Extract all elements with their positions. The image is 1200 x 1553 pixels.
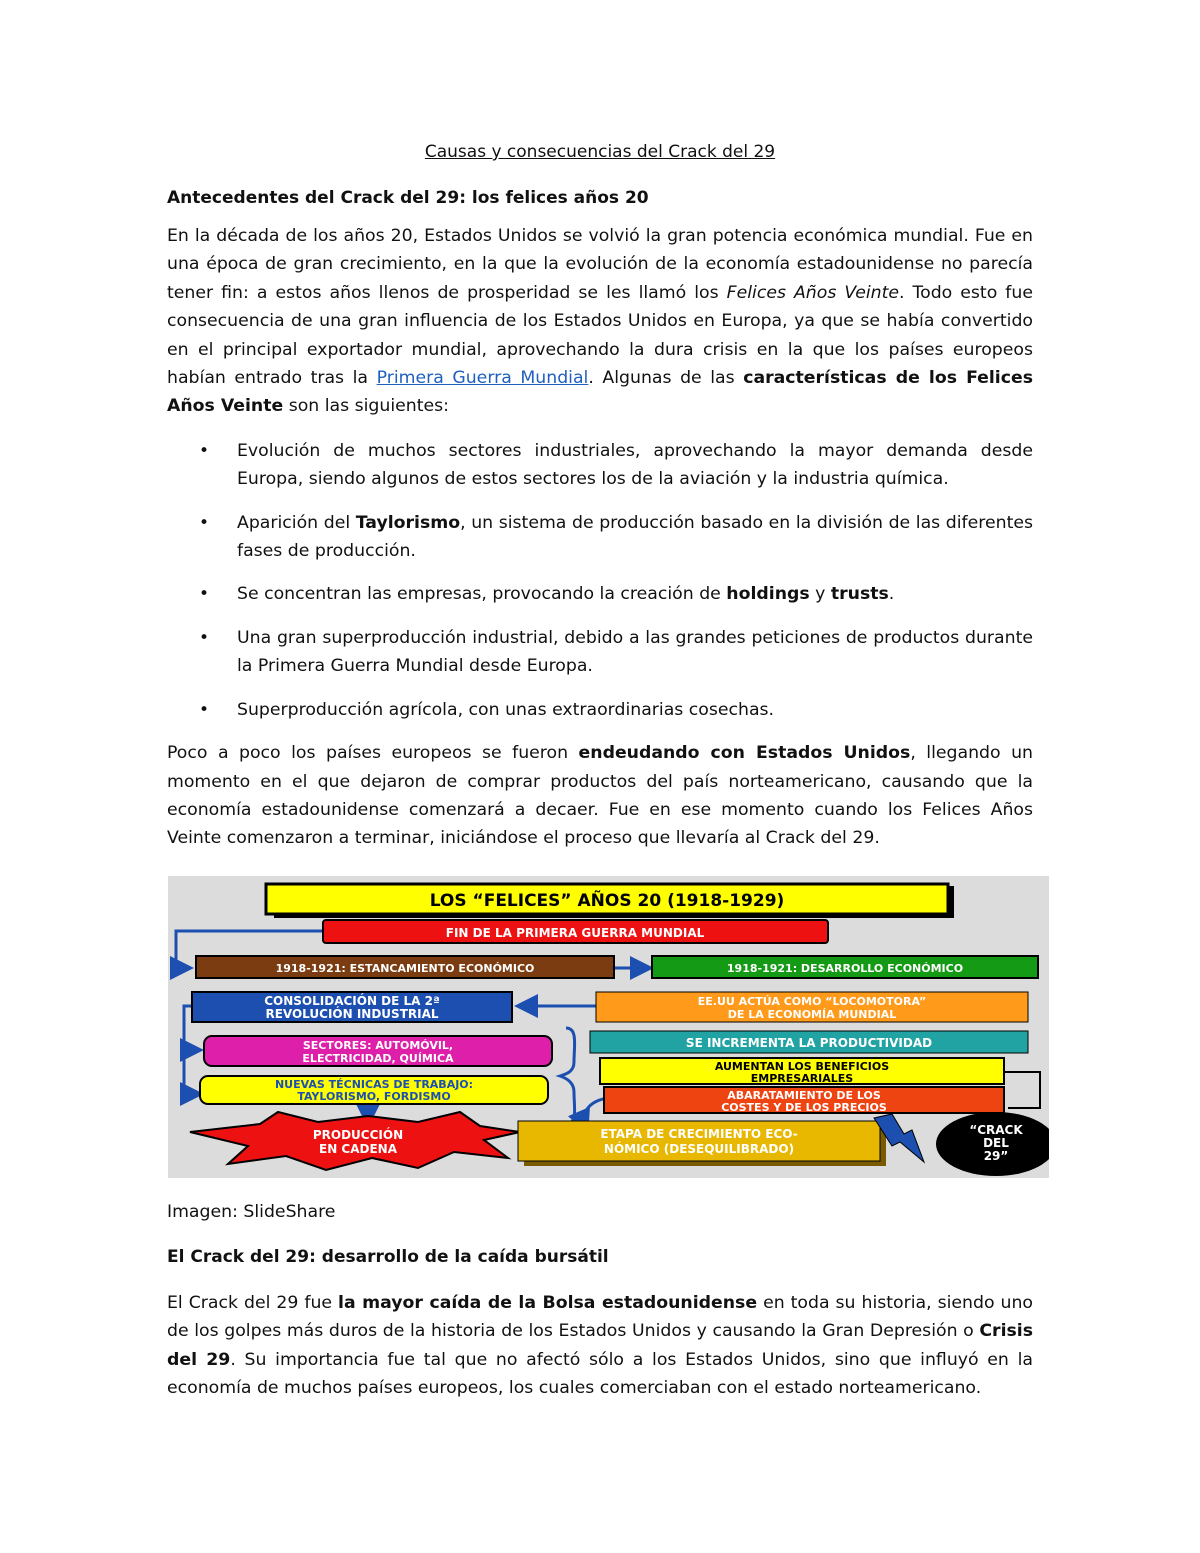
text-tecnicas-2: TAYLORISMO, FORDISMO	[297, 1090, 451, 1103]
bold-term: características de los Felices Años Veinte	[167, 368, 1033, 417]
text-crack-1: “CRACK	[969, 1123, 1023, 1137]
text-abaratamiento-1: ABARATAMIENTO DE LOS	[727, 1089, 881, 1102]
text-run: Superproducción agrícola, con unas extraordinarias cosechas.	[237, 699, 775, 720]
text-etapa-1: ETAPA DE CRECIMIENTO ECO-	[600, 1127, 798, 1141]
bold-term: Crisis del 29	[167, 1321, 1033, 1370]
bullet-icon: •	[199, 699, 210, 720]
link-primera-guerra-mundial[interactable]: Primera Guerra Mundial	[376, 368, 589, 389]
text-abaratamiento-2: COSTES Y DE LOS PRECIOS	[721, 1101, 887, 1114]
paragraph-crack	[167, 1289, 1033, 1403]
document-title: Causas y consecuencias del Crack del 29	[424, 142, 776, 162]
bullet-list	[167, 437, 1033, 724]
list-item	[167, 509, 1033, 566]
bold-term: la mayor caída de la Bolsa estadounidense	[338, 1293, 758, 1313]
text-estancamiento: 1918-1921: ESTANCAMIENTO ECONÓMICO	[275, 962, 535, 975]
text-run: Una gran superproducción industrial, debido a las grandes peticiones de productos durante la Primera Guerra Mundial desde Europa.	[237, 627, 1033, 677]
bold-term: Taylorismo	[355, 512, 461, 533]
text-sectores-1: SECTORES: AUTOMÓVIL,	[302, 1039, 454, 1052]
italic-term: Felices Años Veinte	[726, 282, 899, 303]
text-run: . Todo esto fue consecuencia de una gran influencia de los Estados Unidos en Europa, ya que se había convertido en el principal exportador mundial, aprovechando la dura crisis en la que los países europeos habían entrado tras la	[167, 282, 1033, 389]
text-tecnicas-1: NUEVAS TÉCNICAS DE TRABAJO:	[274, 1078, 474, 1091]
document-section-2	[167, 1245, 1033, 1403]
text-run: y	[809, 584, 831, 605]
text-run: En la década de los años 20, Estados Unidos se volvió la gran potencia económica mundial. Fue en una época de gran crecimiento, en la que la evolución de la economía estadounidense no parecía tener fin: a estos años llenos de prosperidad se les llamó los	[167, 226, 1033, 303]
text-run: . Algunas de las	[588, 368, 744, 389]
text-beneficios-2: EMPRESARIALES	[750, 1072, 854, 1085]
bold-term: endeudando con Estados Unidos	[578, 743, 911, 764]
header-text: LOS “FELICES” AÑOS 20 (1918-1929)	[429, 891, 785, 911]
bullet-icon: •	[199, 440, 210, 461]
diagram-svg	[168, 876, 1049, 1178]
text-productividad: SE INCREMENTA LA PRODUCTIVIDAD	[685, 1036, 933, 1050]
text-crack-3: 29”	[983, 1149, 1009, 1163]
text-produccion-1: PRODUCCIÓN	[312, 1128, 404, 1142]
text-run: son las siguientes:	[283, 396, 449, 417]
text-beneficios-1: AUMENTAN LOS BENEFICIOS	[714, 1060, 890, 1073]
bullet-icon: •	[199, 627, 210, 648]
text-run: .	[888, 584, 895, 605]
text-etapa-2: NÓMICO (DESEQUILIBRADO)	[603, 1142, 795, 1156]
text-run: . Su importancia fue tal que no afectó sólo a los Estados Unidos, sino que influyó en la economía de muchos países europeos, los cuales comerciaban con el estado norteamericano.	[167, 1349, 1033, 1399]
text-run: Evolución de muchos sectores industriales, aprovechando la mayor demanda desde Europa, siendo algunos de estos sectores los de la aviación y la industria química.	[237, 440, 1033, 490]
text-locomotora-2: DE LA ECONOMÍA MUNDIAL	[727, 1008, 897, 1021]
list-item	[167, 580, 1033, 608]
text-run: Se concentran las empresas, provocando la creación de	[237, 584, 727, 605]
list-item	[167, 437, 1033, 494]
list-item	[167, 696, 1033, 724]
text-consolidacion-2: REVOLUCIÓN INDUSTRIAL	[265, 1007, 439, 1021]
text-sectores-2: ELECTRICIDAD, QUÍMICA	[302, 1052, 454, 1065]
brace-icon	[560, 1028, 575, 1124]
text-run: en toda su historia, siendo uno de los golpes más duros de la historia de los Estados Unidos y causando la Gran Depresión o	[167, 1293, 1033, 1342]
connector-line	[1004, 1072, 1040, 1108]
bold-term: trusts	[830, 584, 889, 605]
diagram-felices-anos-20	[168, 876, 1049, 1178]
text-run: Aparición del	[237, 512, 356, 533]
text-run: , llegando un momento en el que dejaron de comprar productos del país norteamericano, causando que la economía estadounidense comenzará a decaer. Fue en ese momento cuando los Felices Años Veinte comenzaron a terminar, iniciándose el proceso que llevaría al Crack del 29.	[167, 743, 1033, 849]
list-item	[167, 624, 1033, 681]
bullet-icon: •	[199, 584, 210, 605]
bold-term: holdings	[726, 584, 810, 605]
section-heading-antecedentes: Antecedentes del Crack del 29: los felices años 20	[167, 188, 649, 208]
text-crack-2: DEL	[983, 1136, 1009, 1150]
document-page	[167, 140, 1033, 853]
text-produccion-2: EN CADENA	[319, 1142, 397, 1156]
text-desarrollo: 1918-1921: DESARROLLO ECONÓMICO	[726, 962, 964, 975]
text-locomotora-1: EE.UU ACTÚA COMO “LOCOMOTORA”	[697, 995, 927, 1008]
text-run: El Crack del 29 fue	[167, 1293, 339, 1313]
text-run: Poco a poco los países europeos se fueron	[167, 743, 579, 764]
text-fin-guerra: FIN DE LA PRIMERA GUERRA MUNDIAL	[445, 926, 705, 940]
paragraph-intro	[167, 222, 1033, 421]
paragraph-endeudamiento	[167, 739, 1033, 853]
text-run: , un sistema de producción basado en la división de las diferentes fases de producción.	[237, 512, 1033, 562]
text-consolidacion-1: CONSOLIDACIÓN DE LA 2ª	[264, 994, 440, 1008]
bullet-icon: •	[199, 512, 210, 533]
image-caption: Imagen: SlideShare	[167, 1202, 336, 1222]
section-heading-desarrollo: El Crack del 29: desarrollo de la caída bursátil	[167, 1247, 609, 1267]
